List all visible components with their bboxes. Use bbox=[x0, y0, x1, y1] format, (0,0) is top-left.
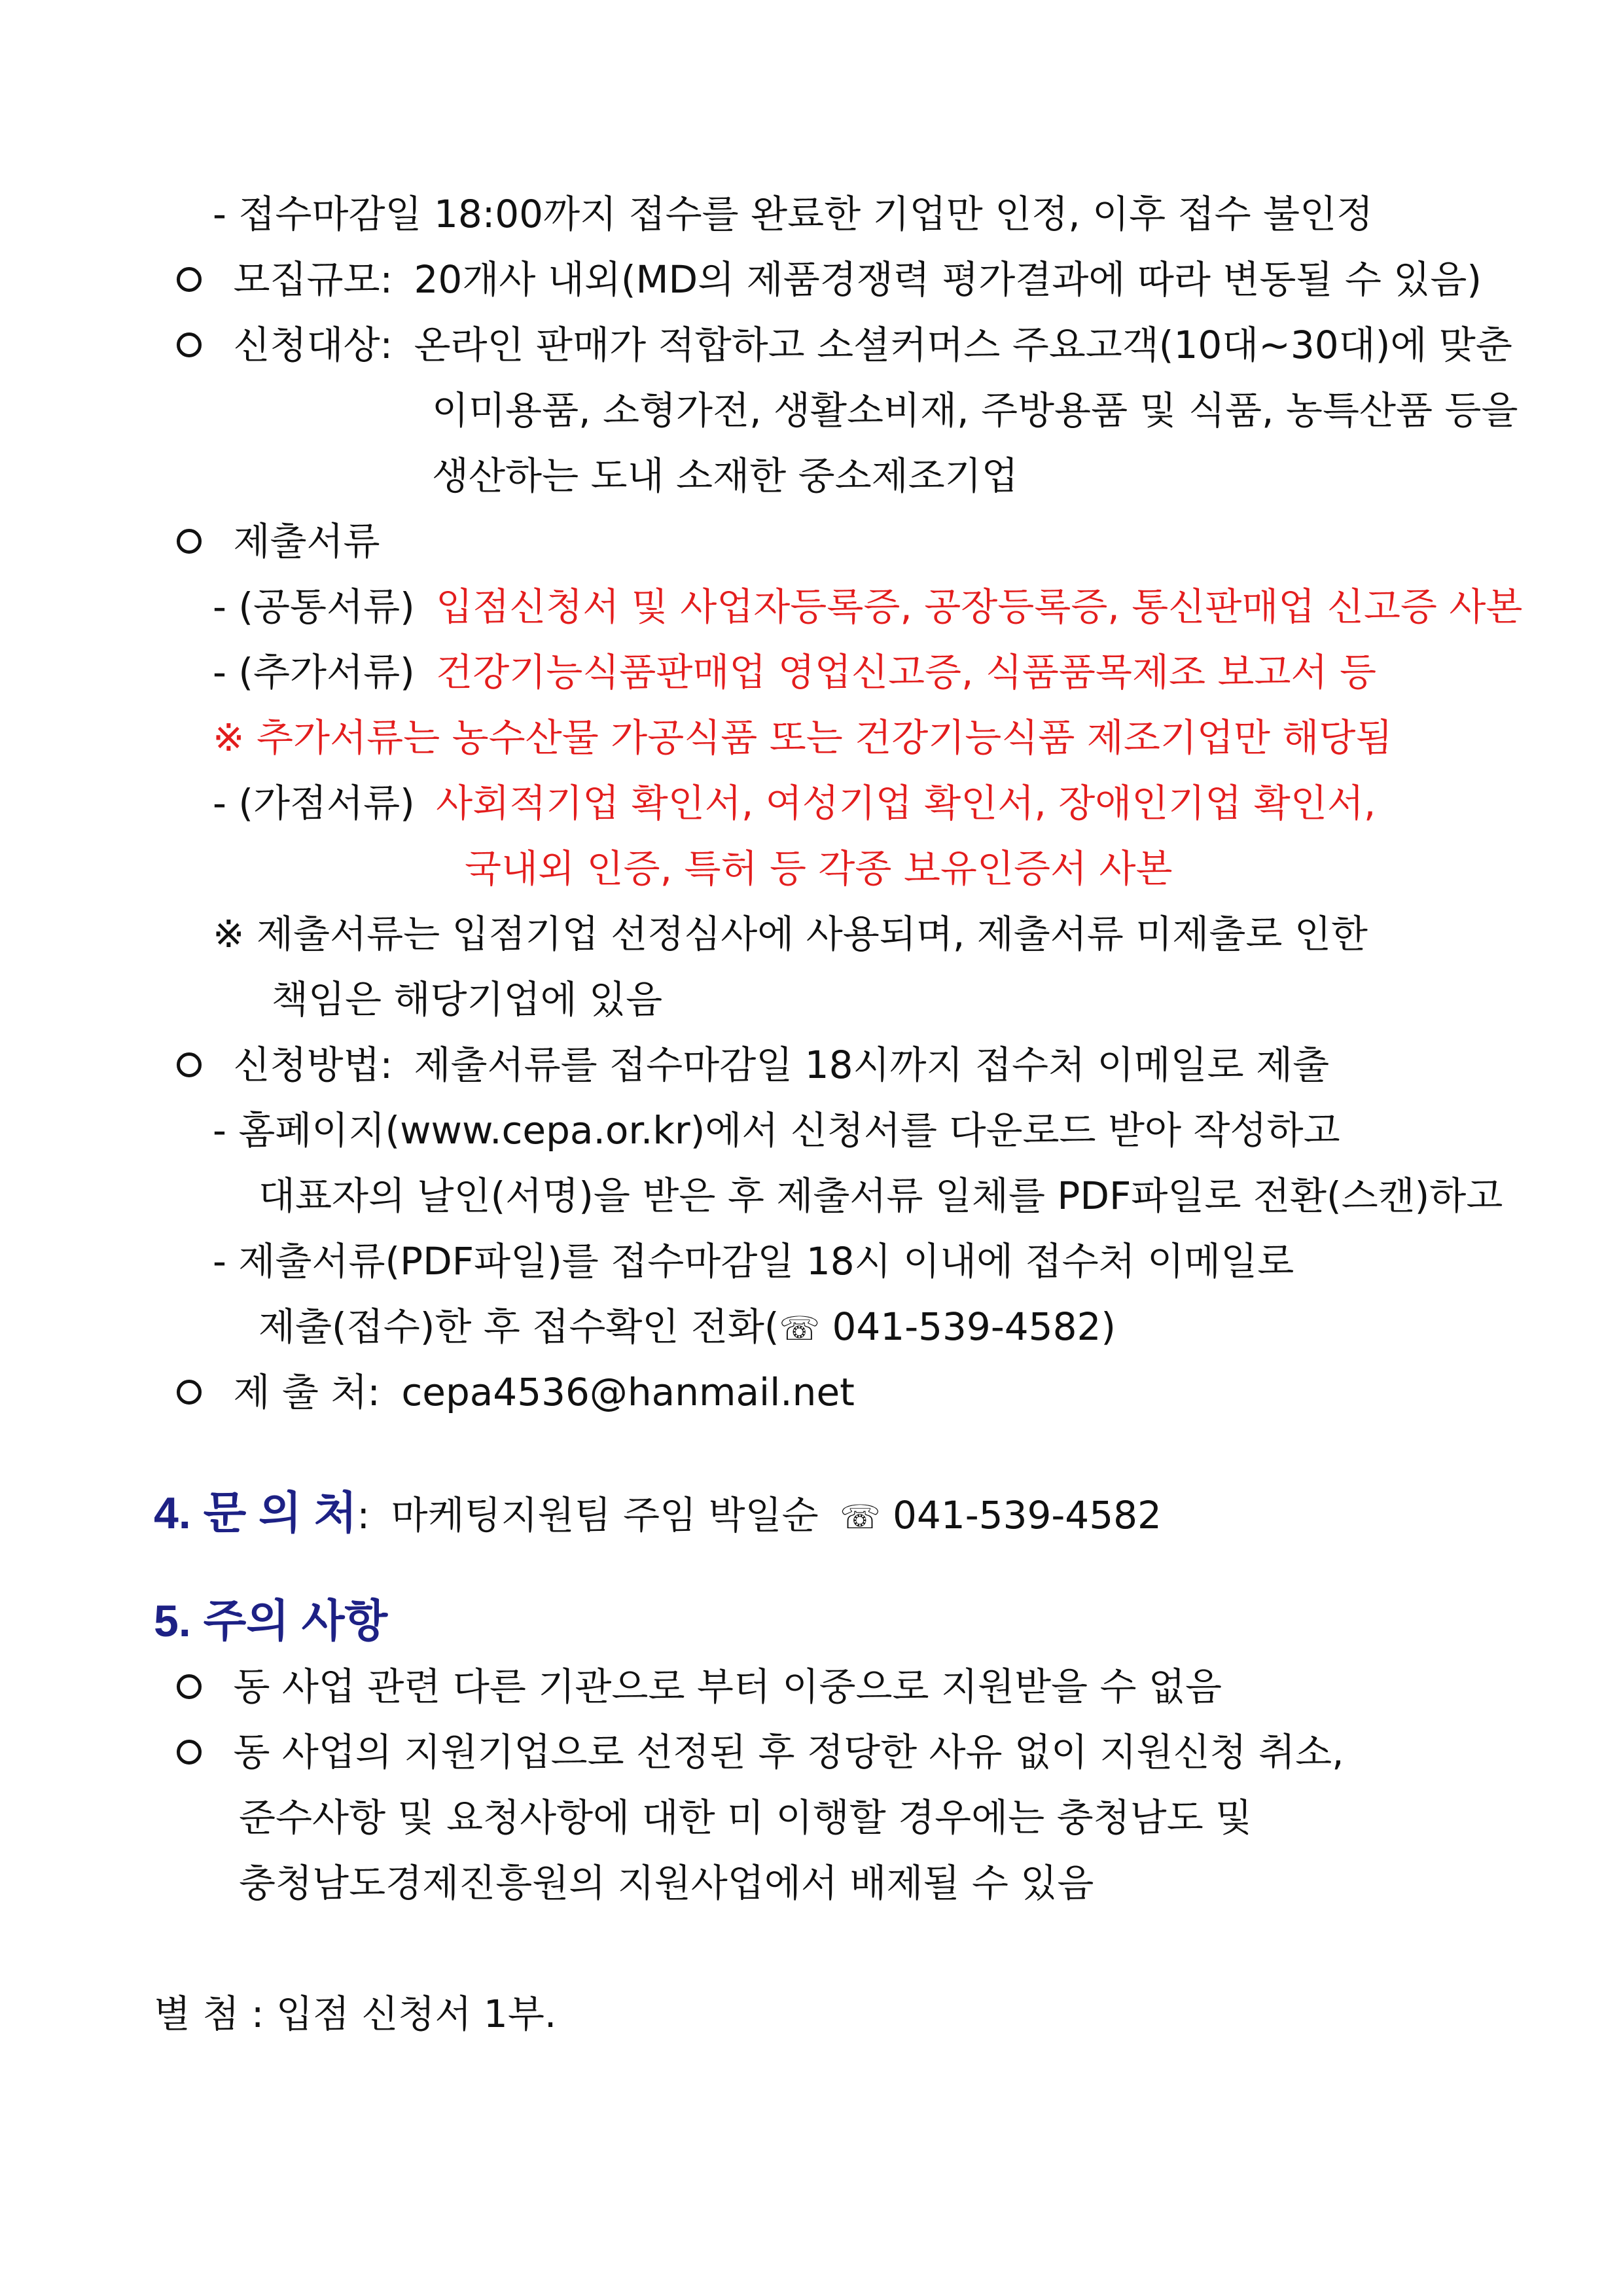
telephone-icon: ☏ bbox=[840, 1498, 881, 1536]
extra-docs-label: - (추가서류) bbox=[213, 650, 415, 694]
deadline-note: - 접수마감일 18:00까지 접수를 완료한 기업만 인정, 이후 접수 불인정 bbox=[213, 192, 1374, 236]
section-4-row bbox=[154, 1484, 1162, 1543]
recruit-label: 모집규모: bbox=[233, 257, 393, 302]
hollow-circle-bullet-icon bbox=[177, 267, 202, 292]
method-label: 신청방법: bbox=[233, 1043, 393, 1087]
recruit-value: 20개사 내외(MD의 제품경쟁력 평가결과에 따라 변동될 수 있음) bbox=[414, 257, 1482, 302]
target-line-3: 생산하는 도내 소재한 중소제조기업 bbox=[432, 454, 1018, 498]
submit-row bbox=[177, 1366, 855, 1418]
common-docs-value: 입점신청서 및 사업자등록증, 공장등록증, 통신판매업 신고증 사본 bbox=[436, 584, 1523, 629]
bonus-docs-row bbox=[213, 777, 1376, 829]
section-5-heading: 5. 주의 사항 bbox=[154, 1596, 388, 1646]
hollow-circle-bullet-icon bbox=[177, 332, 202, 357]
hollow-circle-bullet-icon bbox=[177, 529, 202, 554]
method-step2-line-2 bbox=[259, 1300, 1116, 1353]
section-5-item-2-row bbox=[177, 1726, 1344, 1778]
recruit-row bbox=[177, 253, 1482, 306]
bonus-docs-value-2: 국내외 인증, 특허 등 각종 보유인증서 사본 bbox=[465, 846, 1173, 891]
target-label: 신청대상: bbox=[233, 323, 393, 367]
method-step1-line-2: 대표자의 날인(서명)을 받은 후 제출서류 일체를 PDF파일로 전환(스캔)하고 bbox=[259, 1174, 1503, 1218]
hollow-circle-bullet-icon bbox=[177, 1052, 202, 1077]
hollow-circle-bullet-icon bbox=[177, 1740, 202, 1765]
section-5-item-2-line-2: 준수사항 및 요청사항에 대한 미 이행할 경우에는 충청남도 및 bbox=[239, 1795, 1253, 1840]
hollow-circle-bullet-icon bbox=[177, 1380, 202, 1405]
target-line-1: 온라인 판매가 적합하고 소셜커머스 주요고객(10대~30대)에 맞춘 bbox=[414, 323, 1512, 367]
docs-label: 제출서류 bbox=[233, 519, 380, 564]
bonus-docs-value-1: 사회적기업 확인서, 여성기업 확인서, 장애인기업 확인서, bbox=[436, 781, 1376, 825]
telephone-icon: ☏ bbox=[779, 1310, 821, 1348]
extra-docs-value: 건강기능식품판매업 영업신고증, 식품품목제조 보고서 등 bbox=[436, 650, 1377, 694]
method-step1-line-1: - 홈페이지(www.cepa.or.kr)에서 신청서를 다운로드 받아 작성하고 bbox=[213, 1108, 1340, 1153]
section-4-phone: 041-539-4582 bbox=[893, 1493, 1162, 1537]
hollow-circle-bullet-icon bbox=[177, 1674, 202, 1699]
section-4-heading: 4. 문 의 처 bbox=[154, 1488, 357, 1538]
section-5-item-2-line-1: 동 사업의 지원기업으로 선정된 후 정당한 사유 없이 지원신청 취소, bbox=[233, 1730, 1344, 1774]
extra-docs-row bbox=[213, 646, 1376, 698]
common-docs-label: - (공통서류) bbox=[213, 584, 415, 629]
docs-note-1: ※ 제출서류는 입점기업 선정심사에 사용되며, 제출서류 미제출로 인한 bbox=[213, 912, 1368, 956]
method-step2-line-1: - 제출서류(PDF파일)를 접수마감일 18시 이내에 접수처 이메일로 bbox=[213, 1239, 1294, 1283]
section-4-contact: 마케팅지원팀 주임 박일순 bbox=[391, 1493, 819, 1537]
section-4-colon: : bbox=[357, 1493, 370, 1537]
method-step2-prefix: 제출(접수)한 후 접수확인 전화( bbox=[259, 1304, 779, 1349]
method-row bbox=[177, 1039, 1329, 1091]
docs-note-2: 책임은 해당기업에 있음 bbox=[272, 977, 663, 1022]
method-value: 제출서류를 접수마감일 18시까지 접수처 이메일로 제출 bbox=[414, 1043, 1330, 1087]
section-5-item-1: 동 사업 관련 다른 기관으로 부터 이중으로 지원받을 수 없음 bbox=[233, 1664, 1222, 1709]
target-line-2: 이미용품, 소형가전, 생활소비재, 주방용품 및 식품, 농특산품 등을 bbox=[432, 388, 1518, 433]
common-docs-row bbox=[213, 581, 1522, 633]
target-row bbox=[177, 319, 1512, 371]
submit-email: cepa4536@hanmail.net bbox=[401, 1370, 855, 1414]
attachment-note: 별 첨 : 입점 신청서 1부. bbox=[154, 1992, 557, 2036]
submit-label: 제 출 처: bbox=[233, 1370, 380, 1414]
section-5-item-1-row bbox=[177, 1660, 1222, 1713]
section-5-item-2-line-3: 충청남도경제진흥원의 지원사업에서 배제될 수 있음 bbox=[239, 1861, 1094, 1905]
extra-docs-note: ※ 추가서류는 농수산물 가공식품 또는 건강기능식품 제조기업만 해당됨 bbox=[213, 715, 1393, 760]
bonus-docs-label: - (가점서류) bbox=[213, 781, 415, 825]
method-step2-phone: 041-539-4582) bbox=[832, 1304, 1116, 1349]
docs-row bbox=[177, 515, 380, 567]
